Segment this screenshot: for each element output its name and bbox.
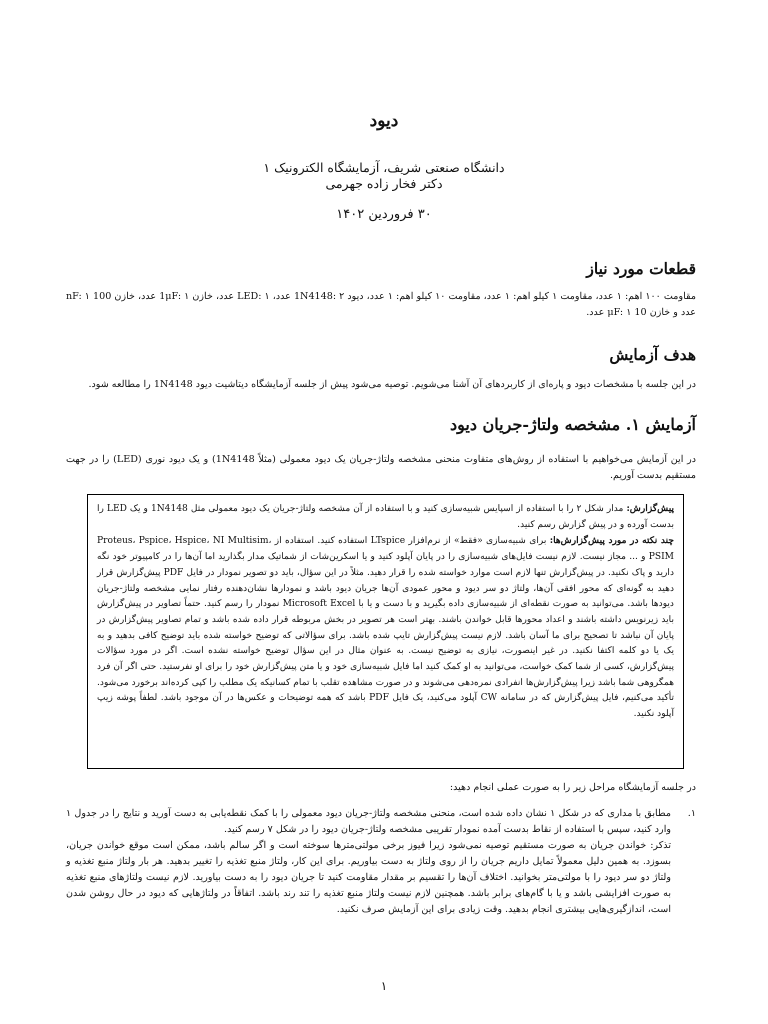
- prereport-box: [87, 494, 684, 769]
- parts-heading: قطعات مورد نیاز: [586, 259, 696, 278]
- university-lab-line: دانشگاه صنعتی شریف، آزمایشگاه الکترونیک ۱: [263, 160, 505, 175]
- step-note: تذکر: خواندن جریان به صورت مستقیم توصیه نمی‌شود زیرا فیوز برخی مولتی‌مترها سوخته است و اگر سالم باشد، ممکن است موقع خواندن جریان، بسوزد. به همین دلیل معمولاً تمایل داریم جریان را از روی ولتاژ به دست بیاوریم. برای این کار، ولتاژ منبع تغذیه را تغییر بدهید. هر بار ولتاژ منبع تغذیه و ولتاژ دو سر دیود را با مولتی‌متر بخوانید. اختلاف آن‌ها را تقسیم بر مقدار مقاومت کنید تا جریان دیود را به دست بیاورید. لازم نیست ولتاژهای منبع تغذیه به صورت افزایشی باشد و یا با گام‌های برابر باشد. همچنین لازم نیست ولتاژ منبع تغذیه را تند رند باشد. اتفاقاً در ولتاژهایی که دیود در حال روشن شدن است، اندازگیری‌هایی بیشتری انجام بدهید. وقت زیادی برای این آزمایش صرف نکنید.: [66, 840, 671, 915]
- step-text: مطابق با مداری که در شکل ۱ نشان داده شده است، منحنی مشخصه ولتاژ-جریان دیود معمولی را با کمک نقطه‌یابی به دست آورید و نتایج را در جدول ۱ وارد کنید، سپس با استفاده از نقاط بدست آمده نمودار تقریبی مشخصه ولتاژ-جریان دیود را در شکل ۷ رسم کنید.: [66, 808, 671, 835]
- document-date: ۳۰ فروردین ۱۴۰۲: [336, 207, 432, 222]
- notes-text: برای شبیه‌سازی «فقط» از نرم‌افزار LTspice استفاده کنید. استفاده از Proteus، Pspice، Hspice، NI Multisim، PSIM و ... مجاز نیست. لازم نیست فایل‌های شبیه‌سازی را در پایان آپلود کنید و یا اسکرین‌شات از شماتیک مدار بگذارید اما آن‌ها را در کامپیوتر خود نگه دارید و پاک نکنید. در پیش‌گزارش تنها لازم است موارد خواسته شده را قرار دهید. مثلاً در این سؤال، باید دو تصویر نمودار در فایل PDF پیش‌گزارش قرار دهید به گونه‌ای که محور افقی آن‌ها، ولتاژ دو سر دیود و محور عمودی آن‌ها جریان دیود باشد و نمودارها نشان‌دهنده رفتار نمایی مشخصه ولتاژ-جریان دیودها باشد. می‌توانید به صورت نقطه‌ای از شبیه‌سازی داده بگیرید و با دست و یا با Microsoft Excel نمودار را رسم کنید. حتماً تصاویر در پیش‌گزارش باید زیرنویس داشته باشند و اعداد محورها قابل خواندن باشند. بهتر است هر تصویر در بخش مربوطه قرار داده شده باشد و تمام تصاویر پیش‌گزارش در پایان آن نباشد تا تصحیح برای ما آسان باشد. لازم نیست پیش‌گزارش تایپ شده باشد. برای سؤالاتی که توضیح خواسته شده باید توضیح کافی بدهید و به یک یا دو کلمه اکتفا نکنید. در غیر اینصورت، نیازی به توضیح نیست. به عنوان مثال در این سؤال توضیح خواسته نشده است. اگر در مورد سؤالات پیش‌گزارش، کسی از شما کمک خواست، می‌توانید به او کمک کنید اما فایل شبیه‌سازی خود و یا متن پیش‌گزارش خود را برای او نفرستید. حتی اگر آن فرد همگروهی شما باشد زیرا پیش‌گزارش‌ها انفرادی نمره‌دهی می‌شوند و در صورت مشاهده تقلب با تمام کسانیکه یک مطلب را کپی کرده‌اند برخورد می‌شود. تأکید می‌کنیم، فایل پیش‌گزارش که در سامانه CW آپلود می‌کنید، یک فایل PDF باشد که همه توضیحات و عکس‌ها در آن موجود باشد. لطفاً پوشه زیپ آپلود نکنید.: [97, 536, 675, 720]
- step-number: ۱.: [687, 808, 696, 819]
- page-number: ۱: [380, 979, 388, 993]
- instructor-line: دکتر فخار زاده جهرمی: [325, 176, 443, 191]
- goal-text: در این جلسه با مشخصات دیود و پاره‌ای از کاربردهای آن آشنا می‌شویم. توصیه می‌شود پیش از جلسه آزمایشگاه دیتاشیت دیود 1N4148 را مطالعه شود.: [88, 379, 696, 390]
- list-item: [66, 806, 696, 918]
- document-title: دیود: [369, 111, 399, 131]
- experiment1-intro: در این آزمایش می‌خواهیم با استفاده از روش‌های متفاوت منحنی مشخصه ولتاژ-جریان یک دیود معمولی (مثلاً 1N4148) و یک دیود نوری (LED) را در جهت مستقیم بدست آوریم.: [66, 454, 696, 481]
- prereport-label: پیش‌گزارش:: [626, 503, 675, 514]
- parts-text: مقاومت ۱۰۰ اهم: ۱ عدد، مقاومت ۱ کیلو اهم: ۱ عدد، مقاومت ۱۰ کیلو اهم: ۱ عدد، دیود 1N4148: ۲ عدد، LED: ۱ عدد، خازن 1μF: ۱ عدد، خازن 100 nF: ۱ عدد و خازن 10 μF: ۱ عدد.: [66, 291, 696, 318]
- affiliation-block: [0, 160, 768, 192]
- notes-label: چند نکته در مورد پیش‌گزارش‌ها:: [549, 535, 674, 547]
- goal-heading: هدف آزمایش: [609, 345, 696, 364]
- prereport-paragraph: [97, 501, 674, 533]
- experiment1-heading: آزمایش ۱. مشخصه ولتاژ-جریان دیود: [450, 415, 696, 434]
- lab-intro: در جلسه آزمایشگاه مراحل زیر را به صورت عملی انجام دهید:: [449, 782, 696, 793]
- prereport-text: مدار شکل ۲ را با استفاده از اسپایس شبیه‌سازی کنید و با استفاده از آن مشخصه ولتاژ-جریان یک دیود معمولی مثل 1N4148 و یک LED را بدست آورده و در پیش گزارش رسم کنید.: [97, 504, 674, 530]
- notes-paragraph: [97, 533, 674, 722]
